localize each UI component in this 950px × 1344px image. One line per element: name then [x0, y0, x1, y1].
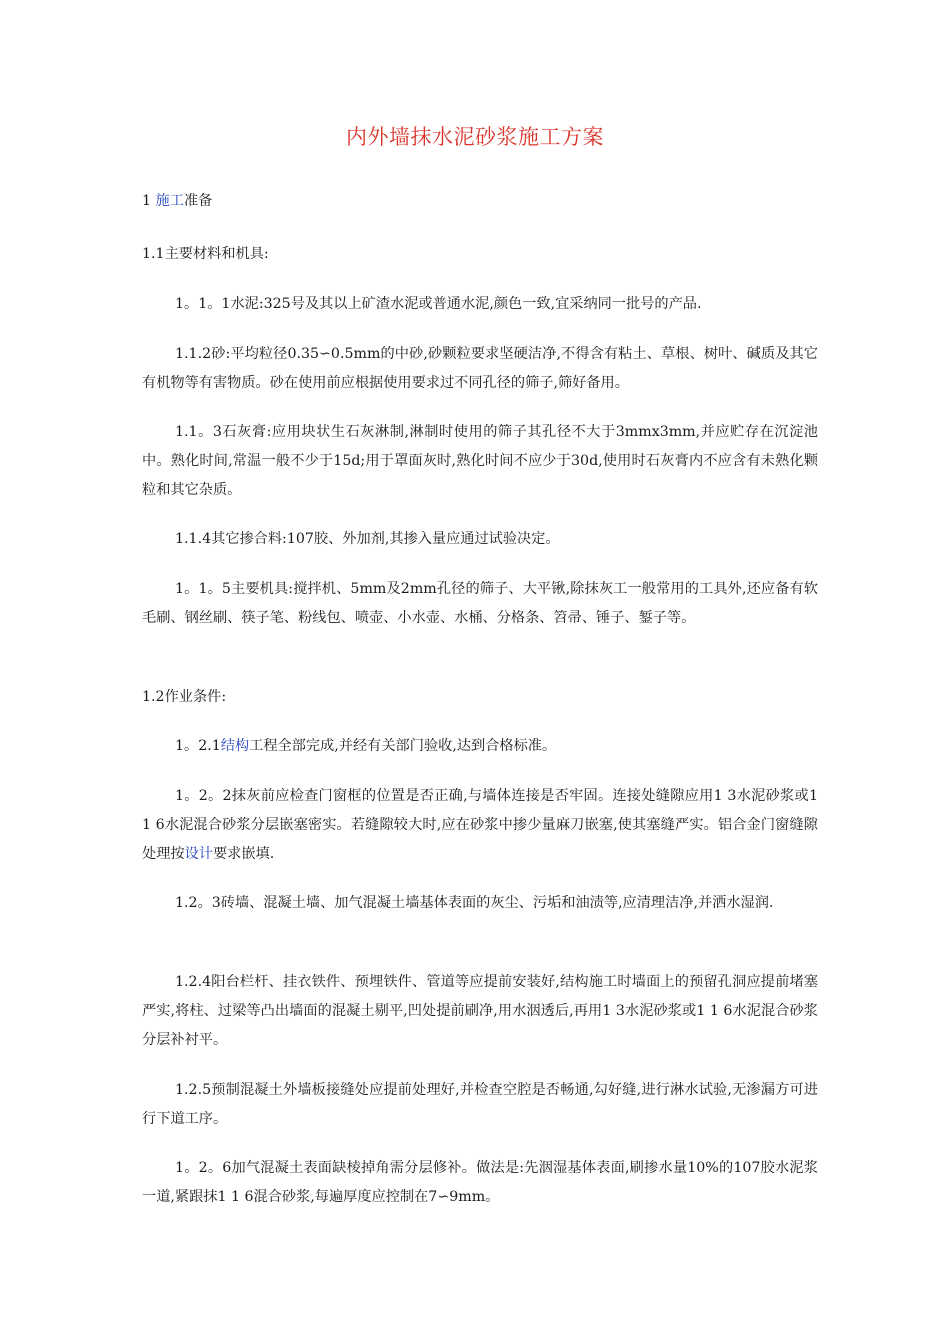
- paragraph: [142, 782, 818, 869]
- text-run: 1。2.1: [175, 738, 221, 754]
- subsection-heading: 1.2作业条件:: [142, 689, 227, 705]
- paragraph: [142, 732, 818, 761]
- text-run: 工程全部完成,并经有关部门验收,达到合格标准。: [249, 738, 557, 754]
- paragraph: 1.2。3砖墙、混凝土墙、加气混凝土墙基体表面的灰尘、污垢和油渍等,应清理洁净,并洒水湿润.: [175, 895, 774, 911]
- paragraph: 1.1。3石灰膏:应用块状生石灰淋制,淋制时使用的筛子其孔径不大于3mmx3mm,并应贮存在沉淀池中。熟化时间,常温一般不少于15d;用于罩面灰时,熟化时间不应少于30d,使用时石灰膏内不应含有未熟化颗粒和其它杂质。: [142, 424, 818, 498]
- paragraph: 1.1.4其它掺合料:107胶、外加剂,其掺入量应通过试验决定。: [175, 531, 560, 547]
- document-title: 内外墙抹水泥砂浆施工方案: [346, 125, 604, 149]
- text-run: 1: [142, 193, 156, 209]
- paragraph: 1.2.4阳台栏杆、挂衣铁件、预埋铁件、管道等应提前安装好,结构施工时墙面上的预留孔洞应提前堵塞严实,将柱、过梁等凸出墙面的混凝土剔平,凹处提前刷净,用水洇透后,再用1 3水泥砂浆或1 1 6水泥混合砂浆分层补衬平。: [142, 974, 818, 1048]
- paragraph: 1。2。6加气混凝土表面缺棱掉角需分层修补。做法是:先洇湿基体表面,刷掺水量10%的107胶水泥浆一道,紧跟抹1 1 6混合砂浆,每遍厚度应控制在7∽9mm。: [142, 1160, 818, 1205]
- paragraph: 1。1。5主要机具:搅拌机、5mm及2mm孔径的筛子、大平锹,除抹灰工一般常用的工具外,还应备有软毛刷、钢丝刷、筷子笔、粉线包、喷壶、小水壶、水桶、分格条、笤帚、锤子、錾子等。: [142, 581, 818, 626]
- section-heading: [142, 187, 818, 216]
- link-sheji[interactable]: 设计: [184, 846, 213, 862]
- link-jiegou[interactable]: 结构: [220, 738, 250, 754]
- text-run: 1。2。2抹灰前应检查门窗框的位置是否正确,与墙体连接是否牢固。连接处缝隙应用1 3水泥砂浆或1 1 6水泥混合砂浆分层嵌塞密实。若缝隙较大时,应在砂浆中掺少量麻刀嵌塞,使其塞缝严实。铝合金门窗缝隙处理按: [142, 788, 818, 862]
- link-shigong[interactable]: 施工: [155, 193, 184, 209]
- subsection-heading: 1.1主要材料和机具:: [142, 246, 269, 262]
- text-run: 准备: [183, 193, 213, 209]
- paragraph: 1。1。1水泥:325号及其以上矿渣水泥或普通水泥,颜色一致,宜采纳同一批号的产品.: [175, 296, 702, 312]
- paragraph: 1.1.2砂:平均粒径0.35∽0.5mm的中砂,砂颗粒要求坚硬洁净,不得含有粘土、草根、树叶、碱质及其它有机物等有害物质。砂在使用前应根据使用要求过不同孔径的筛子,筛好备用。: [142, 346, 818, 391]
- text-run: 要求嵌填.: [212, 846, 275, 862]
- paragraph: 1.2.5预制混凝土外墙板接缝处应提前处理好,并检查空腔是否畅通,勾好缝,进行淋水试验,无渗漏方可进行下道工序。: [142, 1082, 818, 1127]
